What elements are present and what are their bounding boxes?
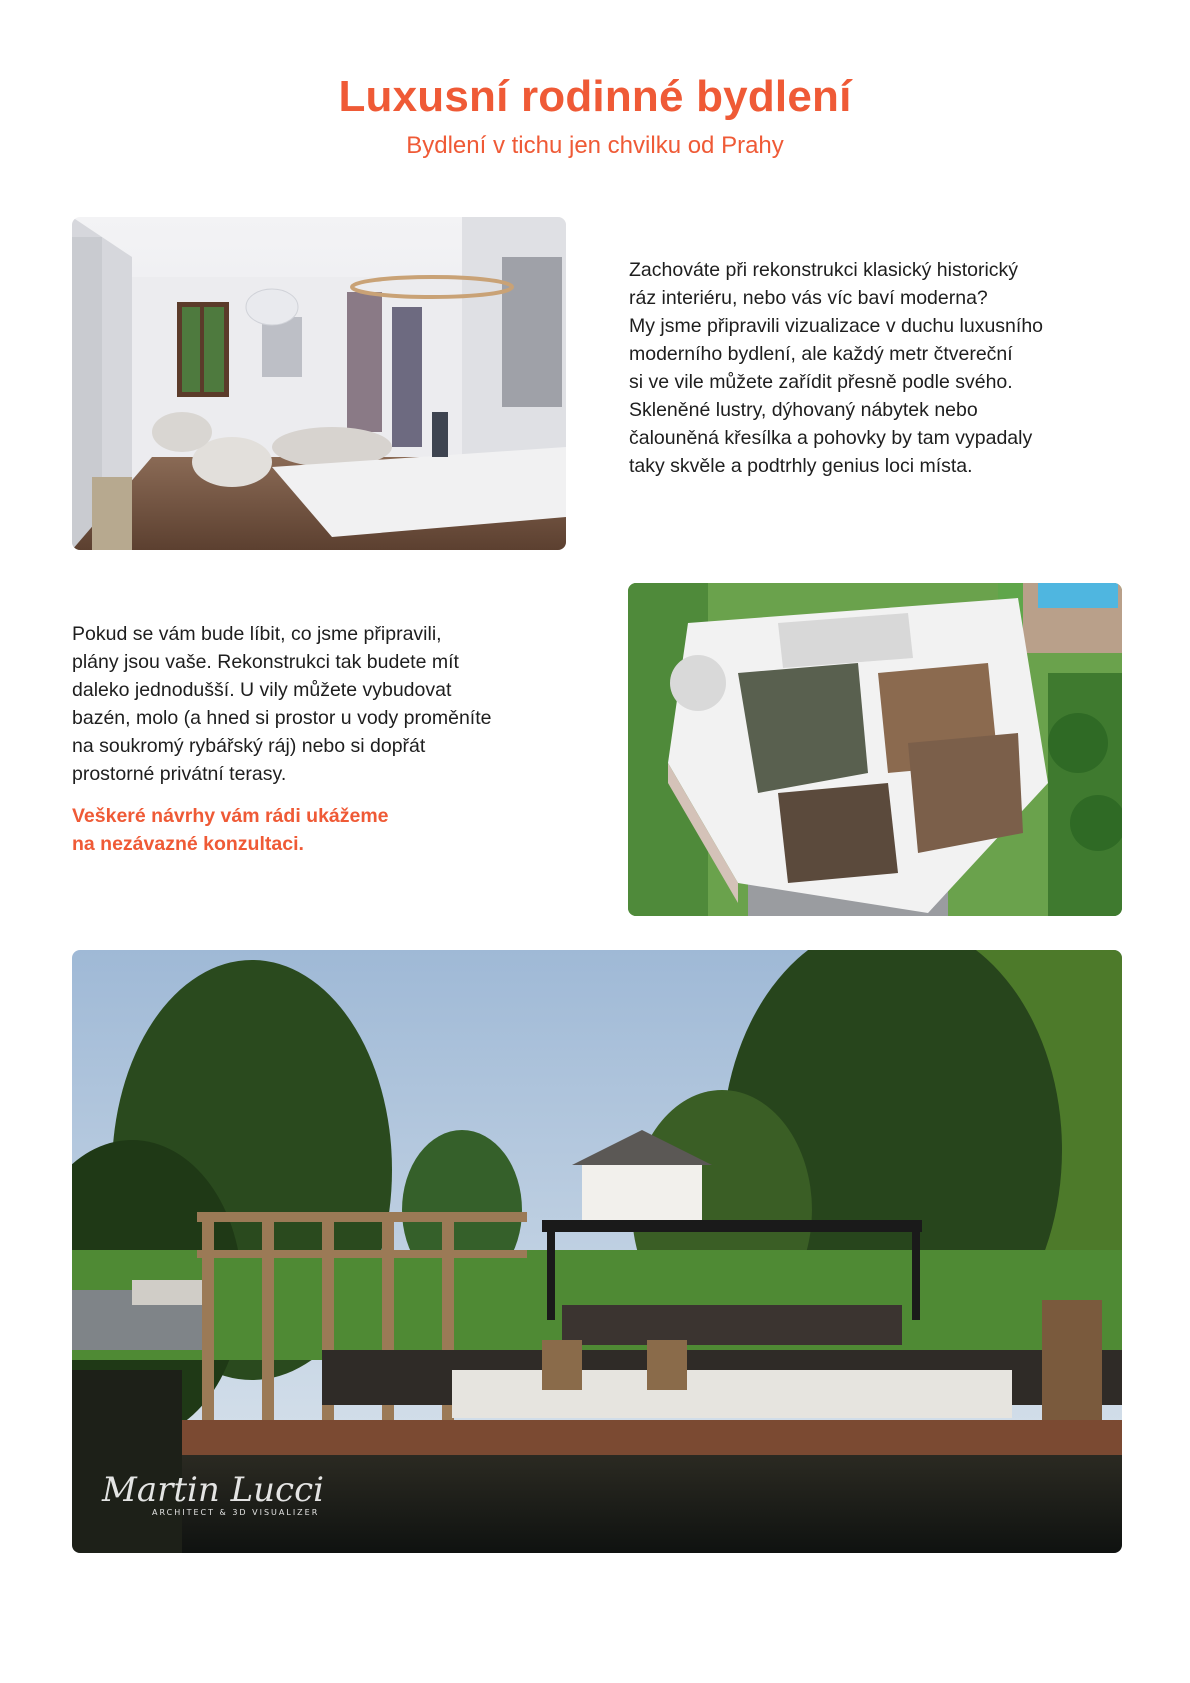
plans-description — [72, 620, 572, 788]
text-line: na soukromý rybářský ráj) nebo si dopřát — [72, 735, 426, 757]
text-line: čalouněná křesílka a pohovky by tam vypadaly — [629, 427, 1033, 449]
cta-line: Veškeré návrhy vám rádi ukážeme — [72, 805, 389, 827]
text-line: bazén, molo (a hned si prostor u vody proměníte — [72, 707, 492, 729]
text-line: taky skvěle a podtrhly genius loci místa. — [629, 455, 973, 477]
text-line: daleko jednodušší. U vily můžete vybudovat — [72, 679, 452, 701]
text-line: Pokud se vám bude líbit, co jsme připravili, — [72, 623, 442, 645]
consultation-cta — [72, 802, 532, 858]
signature-name: Martin Lucci — [102, 1470, 325, 1510]
text-line: si ve vile můžete zařídit přesně podle svého. — [629, 371, 1013, 393]
text-line: ráz interiéru, nebo vás víc baví moderna? — [629, 287, 988, 309]
lakeside-pier-image — [72, 950, 1122, 1553]
text-line: Zachováte při rekonstrukci klasický historický — [629, 259, 1019, 281]
aerial-floorplan-image — [628, 583, 1122, 916]
text-line: plány jsou vaše. Rekonstrukci tak budete mít — [72, 651, 459, 673]
text-line: Skleněné lustry, dýhovaný nábytek nebo — [629, 399, 978, 421]
cta-line: na nezávazné konzultaci. — [72, 833, 304, 855]
author-signature — [102, 1470, 324, 1517]
text-line: prostorné privátní terasy. — [72, 763, 287, 785]
text-line: My jsme připravili vizualizace v duchu luxusního — [629, 315, 1044, 337]
interior-description — [629, 256, 1129, 480]
text-line: moderního bydlení, ale každý metr čtvereční — [629, 343, 1013, 365]
page-subtitle: Bydlení v tichu jen chvilku od Prahy — [406, 132, 784, 159]
interior-render-image — [72, 217, 566, 550]
signature-subtitle: ARCHITECT & 3D VISUALIZER — [152, 1508, 320, 1517]
page-title: Luxusní rodinné bydlení — [338, 72, 852, 121]
